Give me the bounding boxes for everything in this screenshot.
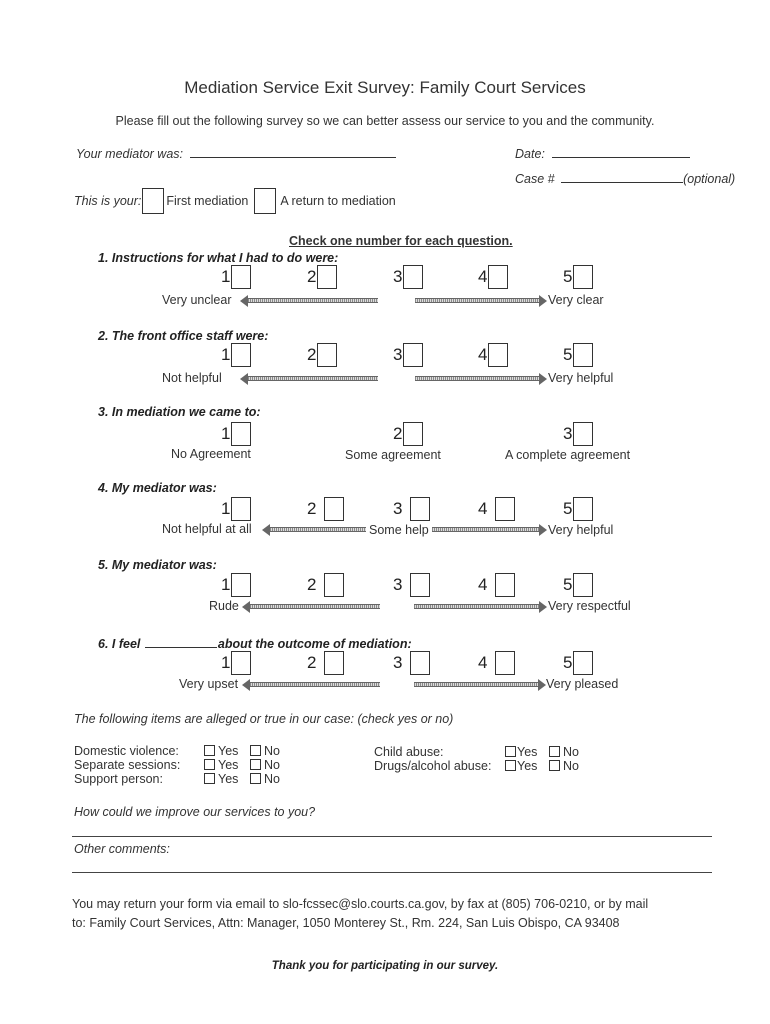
q6-feeling-input-line[interactable] bbox=[145, 635, 217, 648]
alleged-yes-column-right bbox=[505, 745, 537, 773]
q2-option-5 bbox=[563, 342, 593, 368]
no-label: No bbox=[563, 745, 579, 759]
separate-sessions-label: Separate sessions: bbox=[74, 758, 181, 772]
q1-num-4: 4 bbox=[478, 267, 488, 286]
q4-title: 4. My mediator was: bbox=[98, 481, 217, 495]
case-optional: (optional) bbox=[683, 172, 736, 186]
q6-num-4: 4 bbox=[478, 653, 488, 672]
yes-label: Yes bbox=[218, 758, 239, 772]
q3-title: 3. In mediation we came to: bbox=[98, 405, 261, 419]
q6-checkbox-4[interactable] bbox=[495, 651, 515, 675]
q3-option-3-label: A complete agreement bbox=[505, 448, 631, 462]
q5-option-4 bbox=[478, 572, 515, 598]
q5-num-5: 5 bbox=[563, 575, 573, 594]
q2-num-3: 3 bbox=[393, 345, 403, 364]
q5-left-anchor: Rude bbox=[209, 599, 239, 613]
thank-you-note: Thank you for participating in our survey. bbox=[271, 960, 499, 972]
date-label: Date: bbox=[515, 147, 545, 161]
q3-option-2-label: Some agreement bbox=[345, 448, 441, 462]
q2-left-arrow bbox=[248, 376, 378, 381]
q2-option-3 bbox=[393, 342, 423, 368]
q4-checkbox-4[interactable] bbox=[495, 497, 515, 521]
q2-right-arrow bbox=[415, 376, 539, 381]
q4-option-1 bbox=[221, 496, 251, 522]
q6-title bbox=[98, 635, 412, 651]
q1-right-arrow bbox=[415, 298, 539, 303]
mediator-row bbox=[76, 145, 396, 161]
q2-checkbox-5[interactable] bbox=[573, 343, 593, 367]
domestic-violence-yes-checkbox[interactable] bbox=[204, 745, 215, 756]
alleged-no-column-right bbox=[549, 745, 579, 773]
support-person-no-checkbox[interactable] bbox=[250, 773, 261, 784]
q2-num-4: 4 bbox=[478, 345, 488, 364]
q6-option-5 bbox=[563, 650, 593, 676]
q3-num-3: 3 bbox=[563, 424, 573, 443]
q2-checkbox-3[interactable] bbox=[403, 343, 423, 367]
q5-title: 5. My mediator was: bbox=[98, 558, 217, 572]
q1-option-4 bbox=[478, 264, 508, 290]
q2-option-4 bbox=[478, 342, 508, 368]
case-label: Case # bbox=[515, 172, 555, 186]
q6-title-b: about the outcome of mediation: bbox=[217, 637, 412, 651]
survey-intro: Please fill out the following survey so we can better assess our service to you and the community. bbox=[115, 114, 655, 128]
q4-checkbox-1[interactable] bbox=[231, 497, 251, 521]
return-mediation-label: A return to mediation bbox=[280, 194, 396, 208]
q4-checkbox-3[interactable] bbox=[410, 497, 430, 521]
case-row bbox=[515, 170, 735, 186]
q1-checkbox-3[interactable] bbox=[403, 265, 423, 289]
q5-right-anchor: Very respectful bbox=[548, 599, 631, 613]
q1-option-1 bbox=[221, 264, 251, 290]
q6-left-anchor: Very upset bbox=[179, 677, 239, 691]
q1-option-3 bbox=[393, 264, 423, 290]
q1-num-5: 5 bbox=[563, 267, 573, 286]
yes-label: Yes bbox=[517, 745, 538, 759]
domestic-violence-no-checkbox[interactable] bbox=[250, 745, 261, 756]
q4-checkbox-2[interactable] bbox=[324, 497, 344, 521]
yes-label: Yes bbox=[218, 772, 239, 786]
q3-option-1 bbox=[221, 421, 251, 447]
improve-label: How could we improve our services to you? bbox=[74, 805, 316, 819]
q1-right-anchor: Very clear bbox=[548, 293, 604, 307]
q4-left-anchor: Not helpful at all bbox=[162, 522, 252, 536]
q5-option-2 bbox=[307, 572, 344, 598]
q4-num-2: 2 bbox=[307, 499, 317, 518]
q2-left-anchor: Not helpful bbox=[162, 371, 222, 385]
q6-checkbox-5[interactable] bbox=[573, 651, 593, 675]
q2-num-1: 1 bbox=[221, 345, 231, 364]
no-label: No bbox=[264, 744, 280, 758]
q6-option-3 bbox=[393, 650, 430, 676]
child-abuse-yes[interactable] bbox=[505, 745, 537, 759]
q5-checkbox-3[interactable] bbox=[410, 573, 430, 597]
this-is-label: This is your: bbox=[74, 194, 142, 208]
domestic-violence-yes[interactable] bbox=[204, 744, 238, 758]
q6-num-2: 2 bbox=[307, 653, 317, 672]
q6-checkbox-1[interactable] bbox=[231, 651, 251, 675]
q5-right-arrow bbox=[414, 604, 539, 609]
yes-label: Yes bbox=[218, 744, 239, 758]
q6-left-arrow bbox=[250, 682, 380, 687]
domestic-violence-no[interactable] bbox=[250, 744, 280, 758]
return-instructions-line-2: to: Family Court Services, Attn: Manager, 1050 Monterey St., Rm. 224, San Luis Obispo, CA 93408 bbox=[72, 916, 620, 930]
q4-num-1: 1 bbox=[221, 499, 231, 518]
q6-option-2 bbox=[307, 650, 344, 676]
child-abuse-yes-checkbox[interactable] bbox=[505, 746, 516, 757]
q1-left-anchor: Very unclear bbox=[162, 293, 232, 307]
q6-option-1 bbox=[221, 650, 251, 676]
q1-option-5 bbox=[563, 264, 593, 290]
child-abuse-no-checkbox[interactable] bbox=[549, 746, 560, 757]
q3-option-3 bbox=[563, 421, 593, 447]
domestic-violence-label: Domestic violence: bbox=[74, 744, 179, 758]
q3-num-2: 2 bbox=[393, 424, 403, 443]
q6-option-4 bbox=[478, 650, 515, 676]
q4-left-arrow bbox=[270, 527, 366, 532]
drugs-alcohol-no-checkbox[interactable] bbox=[549, 760, 560, 771]
q1-num-3: 3 bbox=[393, 267, 403, 286]
q5-num-1: 1 bbox=[221, 575, 231, 594]
q4-num-3: 3 bbox=[393, 499, 403, 518]
q1-option-2 bbox=[307, 264, 337, 290]
q6-checkbox-3[interactable] bbox=[410, 651, 430, 675]
visit-type-row bbox=[74, 188, 396, 214]
q3-checkbox-3[interactable] bbox=[573, 422, 593, 446]
q6-num-3: 3 bbox=[393, 653, 403, 672]
return-instructions bbox=[72, 895, 648, 933]
q5-option-3 bbox=[393, 572, 430, 598]
no-label: No bbox=[264, 772, 280, 786]
yes-label: Yes bbox=[517, 759, 538, 773]
q3-option-1-label: No Agreement bbox=[171, 447, 251, 461]
case-input-line[interactable] bbox=[561, 170, 683, 183]
q2-title: 2. The front office staff were: bbox=[98, 329, 269, 343]
alleged-yes-column-left bbox=[204, 744, 238, 786]
improve-input-line[interactable] bbox=[72, 836, 712, 837]
alleged-label: The following items are alleged or true in our case: (check yes or no) bbox=[74, 712, 454, 726]
return-instructions-line-1: You may return your form via email to slo-fcssec@slo.courts.ca.gov, by fax at (805) 706-0210, or by mail bbox=[72, 897, 649, 911]
q6-num-5: 5 bbox=[563, 653, 573, 672]
q4-right-anchor: Very helpful bbox=[548, 523, 614, 537]
q1-num-2: 2 bbox=[307, 267, 317, 286]
mediator-input-line[interactable] bbox=[190, 145, 396, 158]
q4-right-arrow bbox=[432, 527, 539, 532]
q6-checkbox-2[interactable] bbox=[324, 651, 344, 675]
q5-checkbox-1[interactable] bbox=[231, 573, 251, 597]
alleged-labels-left bbox=[74, 744, 180, 786]
drugs-alcohol-yes[interactable] bbox=[505, 759, 537, 773]
q4-option-5 bbox=[563, 496, 593, 522]
no-label: No bbox=[264, 758, 280, 772]
other-comments-input-line[interactable] bbox=[72, 872, 712, 873]
support-person-yes-checkbox[interactable] bbox=[204, 773, 215, 784]
q5-checkbox-2[interactable] bbox=[324, 573, 344, 597]
survey-title: Mediation Service Exit Survey: Family Court Services bbox=[184, 78, 586, 97]
support-person-yes[interactable] bbox=[204, 772, 238, 786]
q4-option-3 bbox=[393, 496, 430, 522]
drugs-alcohol-label: Drugs/alcohol abuse: bbox=[374, 759, 492, 773]
q2-num-5: 5 bbox=[563, 345, 573, 364]
q1-checkbox-4[interactable] bbox=[488, 265, 508, 289]
q3-num-1: 1 bbox=[221, 424, 231, 443]
q4-middle-anchor: Some help bbox=[369, 523, 429, 537]
q5-num-3: 3 bbox=[393, 575, 403, 594]
no-label: No bbox=[563, 759, 579, 773]
first-mediation-label: First mediation bbox=[166, 194, 249, 208]
q2-checkbox-2[interactable] bbox=[317, 343, 337, 367]
q1-left-arrow bbox=[248, 298, 378, 303]
separate-sessions-yes-checkbox[interactable] bbox=[204, 759, 215, 770]
alleged-no-column-left bbox=[250, 744, 280, 786]
q1-checkbox-1[interactable] bbox=[231, 265, 251, 289]
q3-checkbox-2[interactable] bbox=[403, 422, 423, 446]
q2-option-2 bbox=[307, 342, 337, 368]
q4-option-2 bbox=[307, 496, 344, 522]
q2-option-1 bbox=[221, 342, 251, 368]
q1-checkbox-5[interactable] bbox=[573, 265, 593, 289]
q2-right-anchor: Very helpful bbox=[548, 371, 614, 385]
q6-right-arrow bbox=[414, 682, 538, 687]
other-comments-label: Other comments: bbox=[74, 842, 170, 856]
q5-option-1 bbox=[221, 572, 251, 598]
support-person-label: Support person: bbox=[74, 772, 163, 786]
q4-checkbox-5[interactable] bbox=[573, 497, 593, 521]
drugs-alcohol-no[interactable] bbox=[549, 759, 579, 773]
q5-left-arrow bbox=[250, 604, 380, 609]
q2-checkbox-4[interactable] bbox=[488, 343, 508, 367]
date-row bbox=[515, 145, 690, 161]
child-abuse-label: Child abuse: bbox=[374, 745, 444, 759]
q5-option-5 bbox=[563, 572, 593, 598]
q3-checkbox-1[interactable] bbox=[231, 422, 251, 446]
separate-sessions-no[interactable] bbox=[250, 758, 280, 772]
instruction-text: Check one number for each question. bbox=[289, 234, 513, 248]
q1-checkbox-2[interactable] bbox=[317, 265, 337, 289]
q6-right-anchor: Very pleased bbox=[546, 677, 619, 691]
date-input-line[interactable] bbox=[552, 145, 690, 158]
support-person-no[interactable] bbox=[250, 772, 280, 786]
mediator-label: Your mediator was: bbox=[76, 147, 183, 161]
alleged-labels-right bbox=[374, 745, 491, 773]
drugs-alcohol-yes-checkbox[interactable] bbox=[505, 760, 516, 771]
separate-sessions-yes[interactable] bbox=[204, 758, 238, 772]
q4-num-5: 5 bbox=[563, 499, 573, 518]
q2-num-2: 2 bbox=[307, 345, 317, 364]
q2-checkbox-1[interactable] bbox=[231, 343, 251, 367]
q4-num-4: 4 bbox=[478, 499, 488, 518]
q4-option-4 bbox=[478, 496, 515, 522]
q1-title: 1. Instructions for what I had to do were: bbox=[98, 251, 339, 265]
q5-num-2: 2 bbox=[307, 575, 317, 594]
q5-checkbox-4[interactable] bbox=[495, 573, 515, 597]
q3-option-2 bbox=[393, 421, 423, 447]
q5-num-4: 4 bbox=[478, 575, 488, 594]
q5-checkbox-5[interactable] bbox=[573, 573, 593, 597]
q1-num-1: 1 bbox=[221, 267, 231, 286]
separate-sessions-no-checkbox[interactable] bbox=[250, 759, 261, 770]
q6-num-1: 1 bbox=[221, 653, 231, 672]
first-mediation-checkbox[interactable] bbox=[142, 188, 164, 214]
q6-title-a: 6. I feel bbox=[98, 637, 141, 651]
return-mediation-checkbox[interactable] bbox=[254, 188, 276, 214]
child-abuse-no[interactable] bbox=[549, 745, 579, 759]
